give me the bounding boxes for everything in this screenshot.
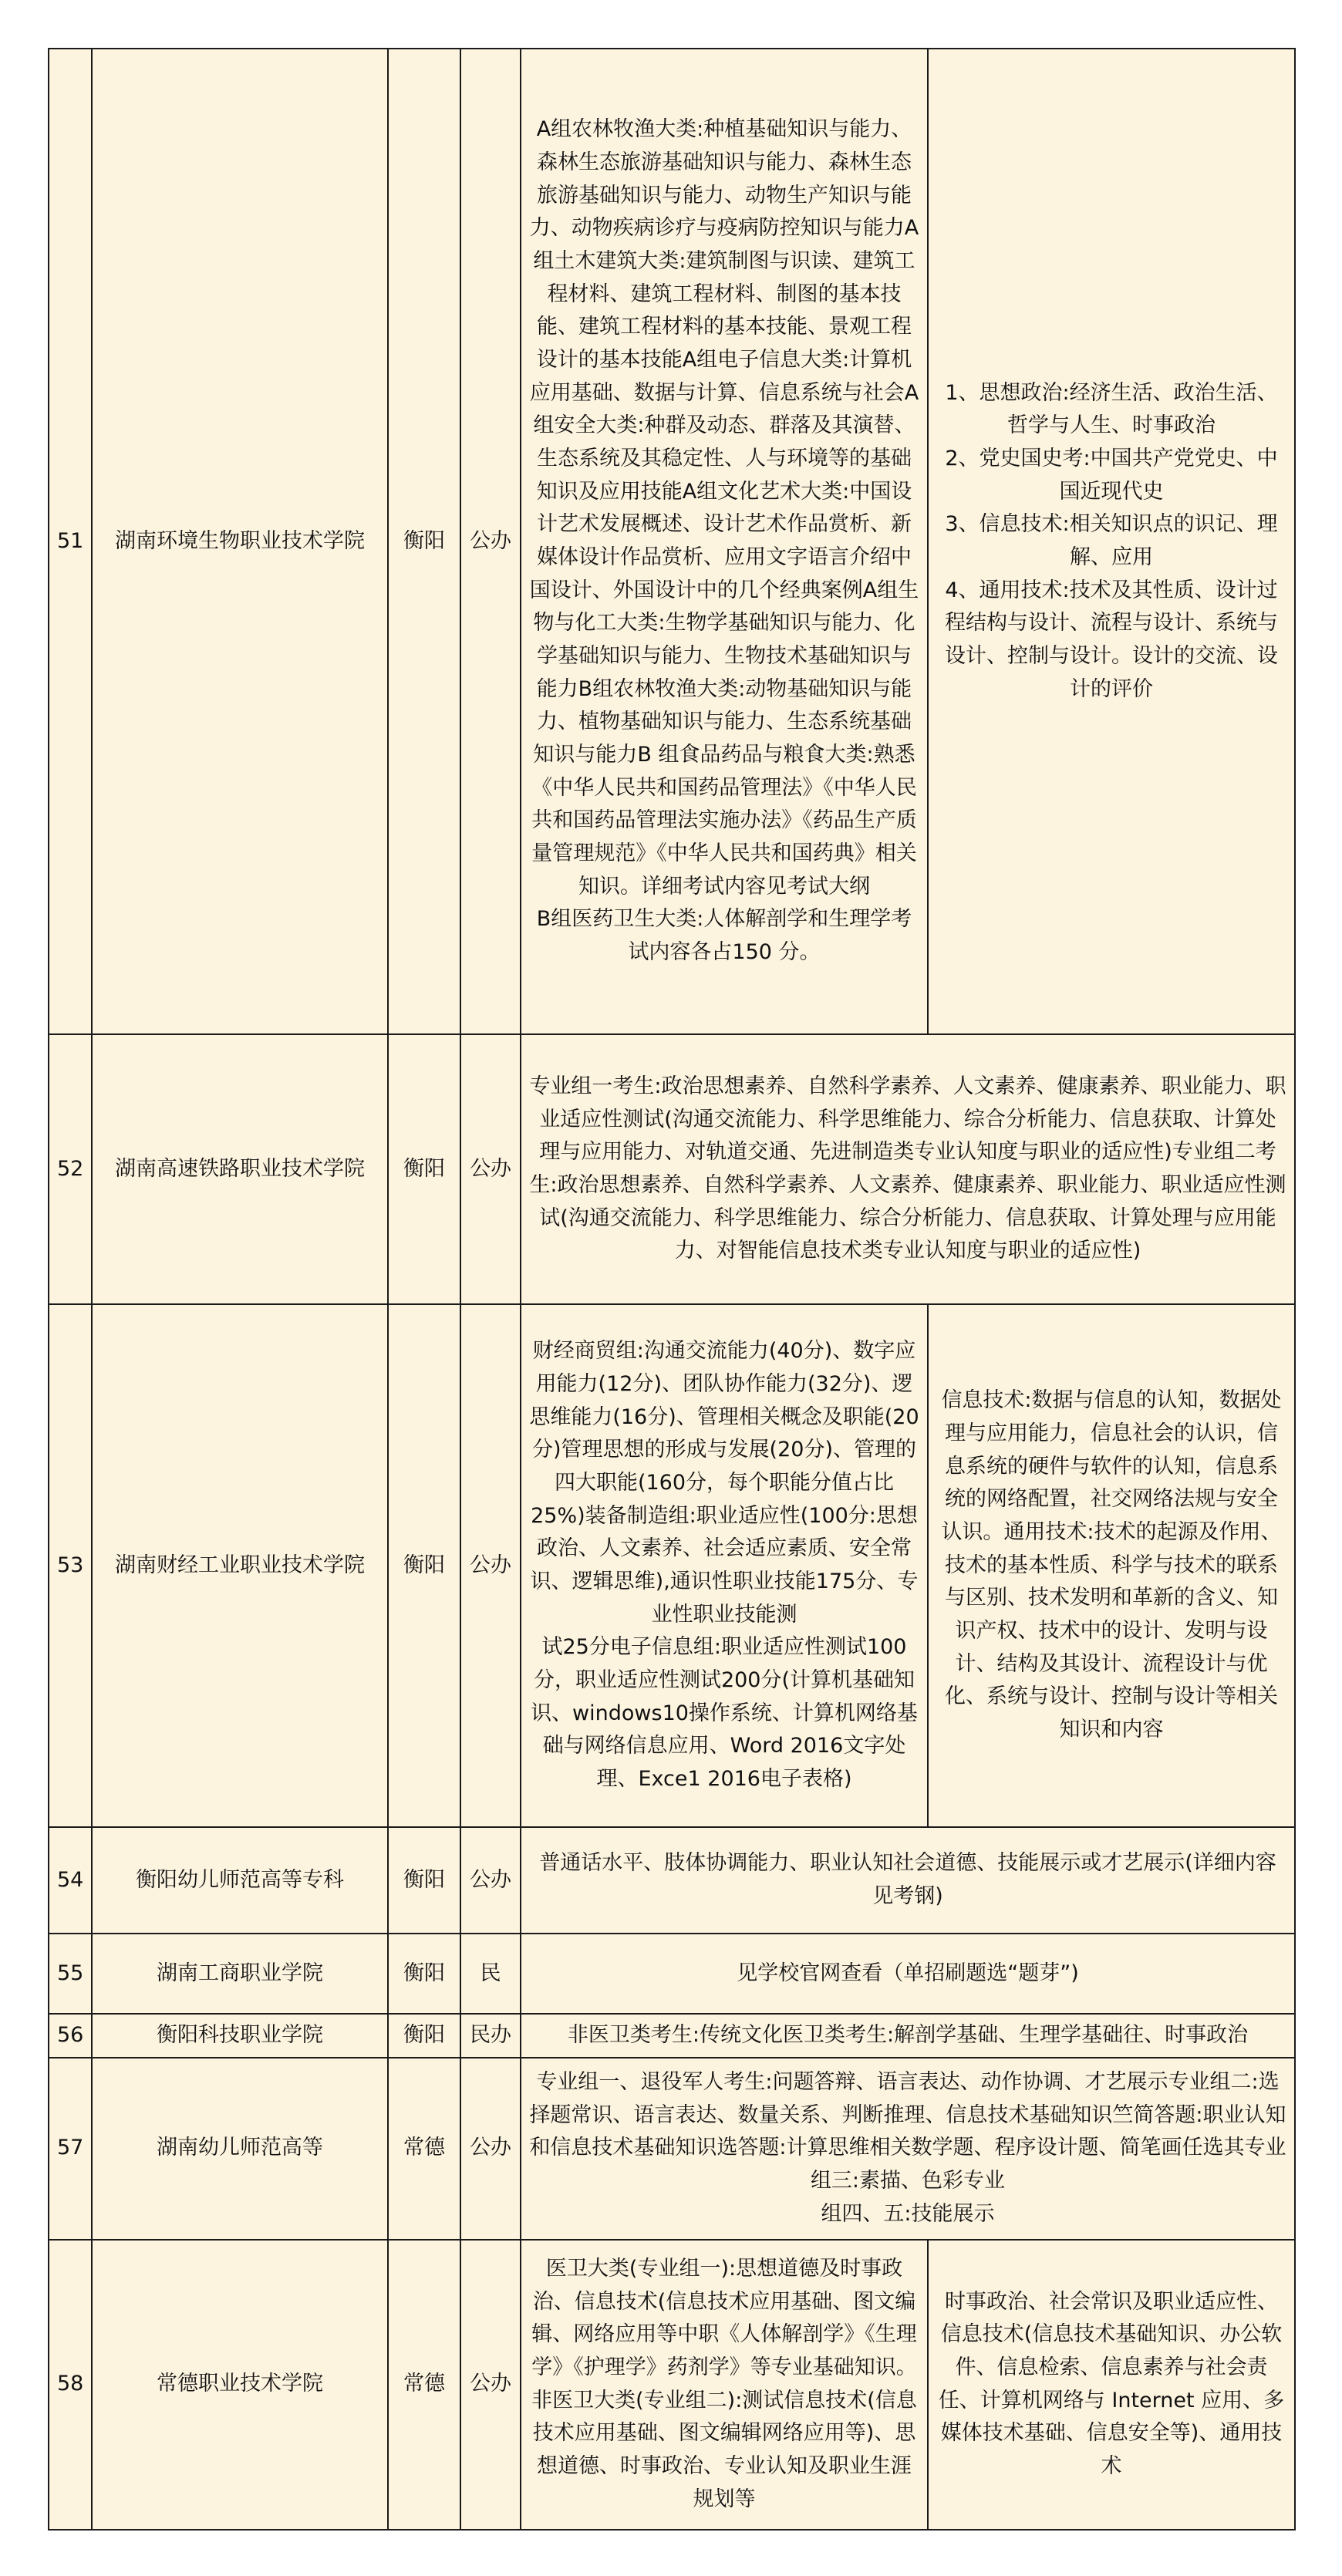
exam-content-text: 专业组一考生:政治思想素养、自然科学素养、人文素养、健康素养、职业能力、职业适应性测试(沟通交流能力、科学思维能力、综合分析能力、信息获取、计算处理与应用能力、对轨道交通、先进制造类专业认知度与职业的适应性)专业组二考生:政治思想素养、自然科学素养、人文素养、健康素养、职业能力、职业适应性测试(沟通交流能力、科学思维能力、综合分析能力、信息获取、计算处理与应用能力、对智能信息技术类专业认知度与职业的适应性) [529,1074,1286,1263]
school-type: 公办 [460,49,521,1034]
exam-content [521,1827,1295,1934]
city: 常德 [388,2058,460,2240]
school-name: 衡阳幼儿师范高等专科 [92,1827,388,1934]
school-type: 公办 [460,1034,521,1304]
culture-content [928,49,1295,1034]
school-type: 民 [460,1934,521,2014]
exam-content [521,1034,1295,1304]
exam-content-text: 财经商贸组:沟通交流能力(40分)、数字应用能力(12分)、团队协作能力(32分)、逻思维能力(16分)、管理相关概念及职能(20分)管理思想的形成与发展(20分)、管理的四大职能(160分，每个职能分值占比25%)装备制造组:职业适应性(100分:思想政治、人文素养、社会适应素质、安全常识、逻辑思维),通识性职业技能175分、专业性职业技能测 试25分电子信息组:职业适应性测试100分，职业适应性测试200分(计算机基础知识、windows10操作系统、计算机网络基础与网络信息应用、Word 2016文字处理、Exce1 2016电子表格) [529,1339,919,1791]
table-row [49,1034,1295,1304]
culture-content-text: 时事政治、社会常识及职业适应性、信息技术(信息技术基础知识、办公软件、信息检索、信息素养与社会责任、计算机网络与 Internet 应用、多媒体技术基础、信息安全等)、通用技术 [938,2289,1285,2478]
school-name: 常德职业技术学院 [92,2240,388,2530]
culture-content-text: 1、思想政治:经济生活、政治生活、哲学与人生、时事政治 2、党史国史考:中国共产党党史、中国近现代史 3、信息技术:相关知识点的识记、理解、应用 4、通用技术:技术及其性质、设计过程结构与设计、流程与设计、系统与设计、控制与设计。设计的交流、设计的评价 [945,380,1278,701]
school-type: 公办 [460,2058,521,2240]
school-type: 公办 [460,2240,521,2530]
row-number: 53 [49,1304,92,1827]
table-row [49,1934,1295,2014]
school-name: 湖南高速铁路职业技术学院 [92,1034,388,1304]
row-number: 57 [49,2058,92,2240]
row-number: 54 [49,1827,92,1934]
table-row [49,2058,1295,2240]
culture-content [928,1304,1295,1827]
admissions-table [48,48,1296,2530]
row-number: 51 [49,49,92,1034]
city: 常德 [388,2240,460,2530]
city: 衡阳 [388,1304,460,1827]
exam-content-text: 非医卫类考生:传统文化医卫类考生:解剖学基础、生理学基础往、时事政治 [567,2023,1249,2047]
school-name: 衡阳科技职业学院 [92,2014,388,2058]
culture-content-text: 信息技术:数据与信息的认知，数据处理与应用能力，信息社会的认识，信息系统的硬件与软件的认知，信息系统的网络配置，社交网络法规与安全认识。通用技术:技术的起源及作用、技术的基本性质、科学与技术的联系与区别、技术发明和革新的含义、知识产权、技术中的设计、发明与设计、结构及其设计、流程设计与优化、系统与设计、控制与设计等相关知识和内容 [941,1388,1282,1741]
school-name: 湖南工商职业学院 [92,1934,388,2014]
exam-content [521,1304,928,1827]
exam-content-text: 普通话水平、肢体协调能力、职业认知社会道德、技能展示或才艺展示(详细内容见考钢) [539,1851,1276,1908]
exam-content-text: 见学校官网查看（单招刷题选“题芽”) [737,1961,1079,1985]
school-name: 湖南幼儿师范高等 [92,2058,388,2240]
row-number: 52 [49,1034,92,1304]
school-type: 公办 [460,1304,521,1827]
city: 衡阳 [388,2014,460,2058]
city: 衡阳 [388,1827,460,1934]
exam-content [521,2240,928,2530]
school-type: 公办 [460,1827,521,1934]
city: 衡阳 [388,49,460,1034]
school-type: 民办 [460,2014,521,2058]
exam-content-text: A组农林牧渔大类:种植基础知识与能力、森林生态旅游基础知识与能力、森林生态旅游基础知识与能力、动物生产知识与能力、动物疾病诊疗与疫病防控知识与能力A组土木建筑大类:建筑制图与识读、建筑工程材料、建筑工程材料、制图的基本技能、建筑工程材料的基本技能、景观工程设计的基本技能A组电子信息大类:计算机应用基础、数据与计算、信息系统与社会A组安全大类:种群及动态、群落及其演替、生态系统及其稳定性、人与环境等的基础知识及应用技能A组文化艺术大类:中国设计艺术发展概述、设计艺术作品赏析、新媒体设计作品赏析、应用文字语言介绍中国设计、外国设计中的几个经典案例A组生物与化工大类:生物学基础知识与能力、化学基础知识与能力、生物技术基础知识与能力B组农林牧渔大类:动物基础知识与能力、植物基础知识与能力、生态系统基础知识与能力B 组食品药品与粮食大类:熟悉《中华人民共和国药品管理法》《中华人民共和国药品管理法实施办法》《药品生产质量管理规范》《中华人民共和国药典》相关知识。详细考试内容见考试大纲 B组医药卫生大类:人体解剖学和生理学考试内容各占150 分。 [529,117,919,964]
exam-content-text: 医卫大类(专业组一):思想道德及时事政治、信息技术(信息技术应用基础、图文编辑、网络应用等中职《人体解剖学》《生理学》《护理学》药剂学》等专业基础知识。非医卫大类(专业组二):测试信息技术(信息技术应用基础、图文编辑网络应用等)、思想道德、时事政治、专业认知及职业生涯规划等 [531,2257,917,2511]
city: 衡阳 [388,1034,460,1304]
school-name: 湖南财经工业职业技术学院 [92,1304,388,1827]
table-row [49,49,1295,1034]
exam-content [521,2058,1295,2240]
row-number: 56 [49,2014,92,2058]
exam-content-text: 专业组一、退役军人考生:问题答辩、语言表达、动作协调、才艺展示专业组二:选择题常识、语言表达、数量关系、判断推理、信息技术基础知识竺简答题:职业认知和信息技术基础知识选答题:计算思维相关数学题、程序设计题、简笔画任选其专业组三:素描、色彩专业 组四、五:技能展示 [529,2070,1286,2226]
city: 衡阳 [388,1934,460,2014]
exam-content [521,49,928,1034]
culture-content [928,2240,1295,2530]
row-number: 58 [49,2240,92,2530]
exam-content [521,1934,1295,2014]
table-row [49,2014,1295,2058]
exam-content [521,2014,1295,2058]
row-number: 55 [49,1934,92,2014]
table-row [49,2240,1295,2530]
school-name: 湖南环境生物职业技术学院 [92,49,388,1034]
table-row [49,1304,1295,1827]
table-row [49,1827,1295,1934]
